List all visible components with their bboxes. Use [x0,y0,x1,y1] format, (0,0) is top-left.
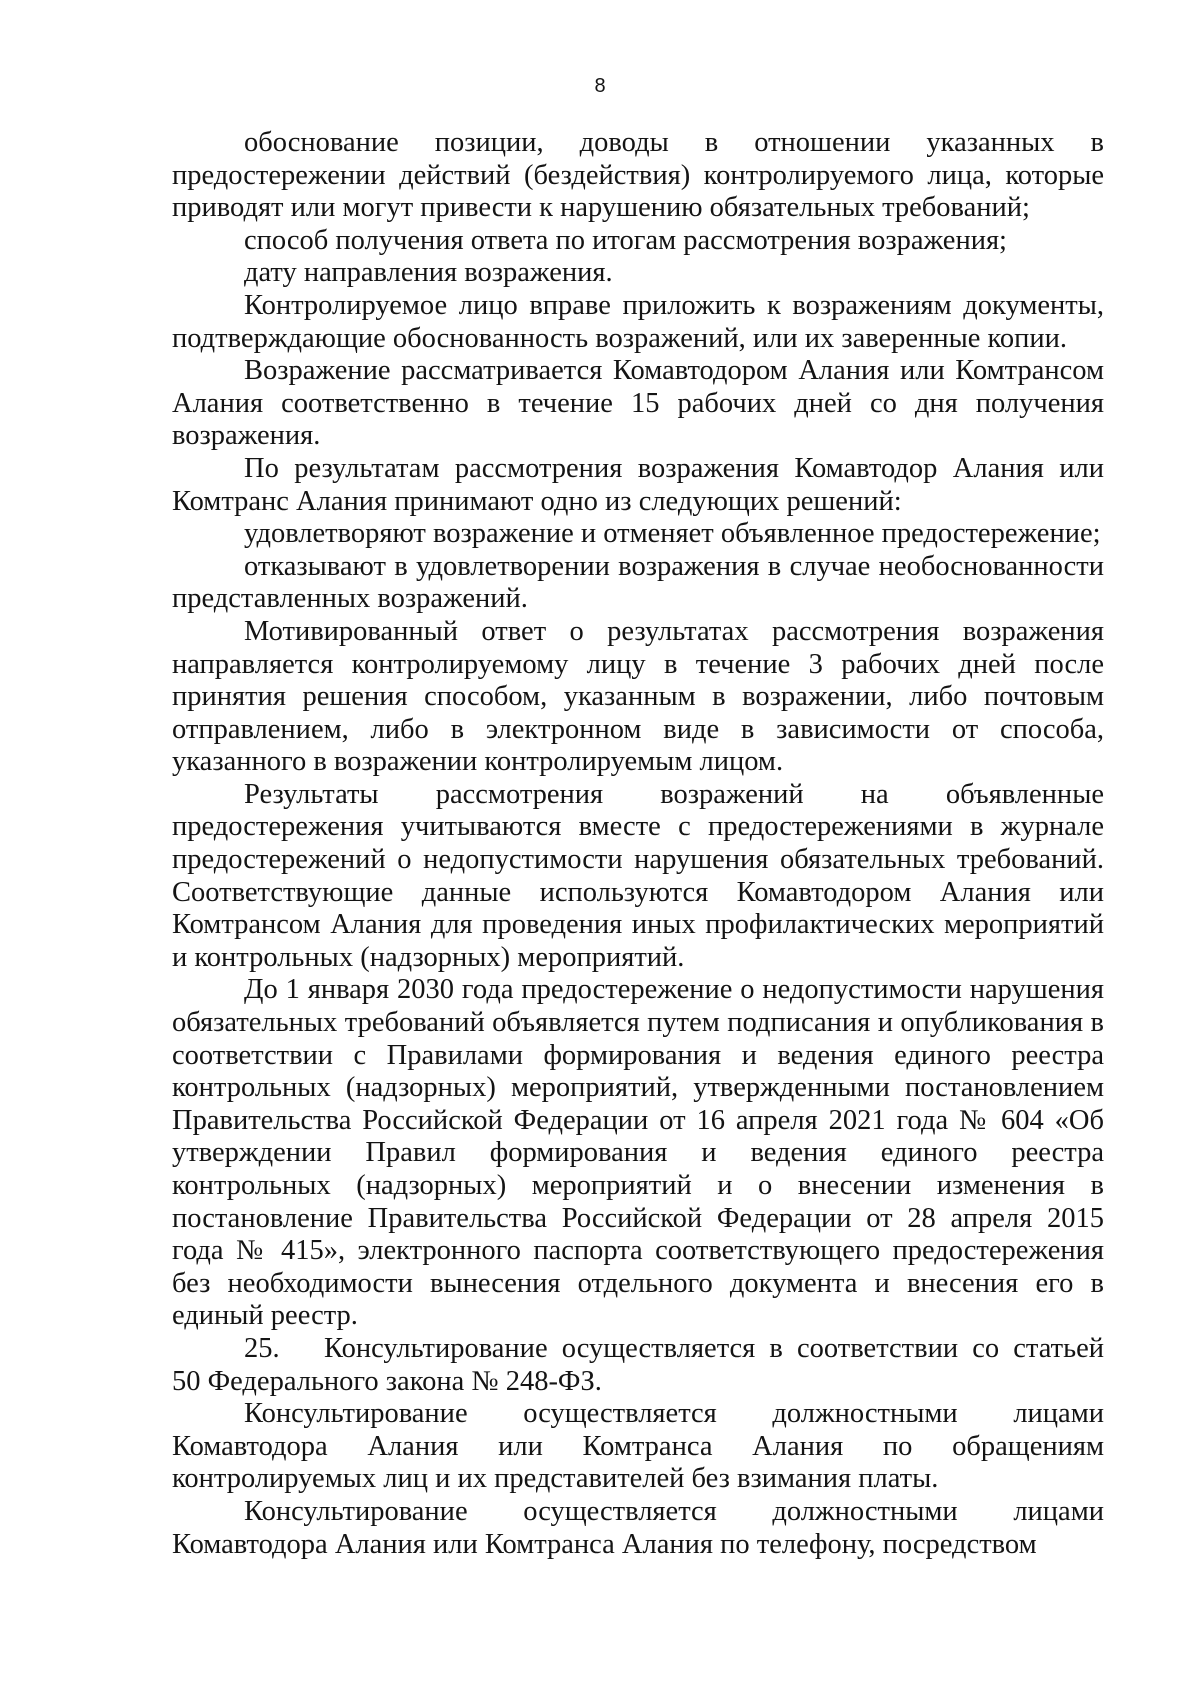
section-number: 25. [244,1332,280,1364]
paragraph-consulting-by-phone: Консультирование осуществляется должностными лицами Комавтодора Алания или Комтранса Алания по телефону, посредством [172,1495,1104,1560]
paragraph-until-2030: До 1 января 2030 года предостережение о недопустимости нарушения обязательных требований объявляется путем подписания и опубликования в соответствии с Правилами формирования и ведения единого реестра контрольных (надзорных) мероприятий, утвержденными постановлением Правительства Российской Федерации от 16 апреля 2021 года № 604 «Об утверждении Правил формирования и ведения единого реестра контрольных (надзорных) мероприятий и о внесении изменения в постановление Правительства Российской Федерации от 28 апреля 2015 года № 415», электронного паспорта соответствующего предостережения без необходимости вынесения отдельного документа и внесения его в единый реестр. [172,974,1104,1332]
paragraph-results-journal: Результаты рассмотрения возражений на объявленные предостережения учитываются вместе с предостережениями в журнале предостережений о недопустимости нарушения обязательных требований. Соответствующие данные используются Комавтодором Алания или Комтрансом Алания для проведения иных профилактических мероприятий и контрольных (надзорных) мероприятий. [172,778,1104,973]
page-number: 8 [594,75,606,97]
paragraph-review-period: Возражение рассматривается Комавтодором Алания или Комтрансом Алания соответственно в течение 15 рабочих дней со дня получения возражения. [172,355,1104,452]
paragraph-attach-documents: Контролируемое лицо вправе приложить к возражениям документы, подтверждающие обоснованность возражений, или их заверенные копии. [172,289,1104,354]
paragraph-motivated-answer: Мотивированный ответ о результатах рассмотрения возражения направляется контролируемому лицу в течение 3 рабочих дней после принятия решения способом, указанным в возражении, либо почтовым отправлением, либо в электронном виде в зависимости от способа, указанного в возражении контролируемым лицом. [172,615,1104,778]
section-25-text: Консультирование осуществляется в соответствии со статьей 50 Федерального закона № 248-ФЗ. [172,1332,1104,1397]
paragraph-objection-date: дату направления возражения. [244,257,613,289]
paragraph-section-25 [172,1333,1104,1398]
paragraph-decision-satisfy: удовлетворяют возражение и отменяет объявленное предостережение; [244,518,1101,550]
paragraph-decision-refuse: отказывают в удовлетворении возражения в случае необоснованности представленных возражений. [172,550,1104,615]
paragraph-review-decisions: По результатам рассмотрения возражения Комавтодор Алания или Комтранс Алания принимают одно из следующих решений: [172,452,1104,517]
document-body [172,127,1104,1561]
paragraph-objection-grounds: обоснование позиции, доводы в отношении указанных в предостережении действий (бездействия) контролируемого лица, которые приводят или могут привести к нарушению обязательных требований; [172,127,1104,224]
paragraph-consulting-on-requests: Консультирование осуществляется должностными лицами Комавтодора Алания или Комтранса Алания по обращениям контролируемых лиц и их представителей без взимания платы. [172,1398,1104,1495]
paragraph-response-method: способ получения ответа по итогам рассмотрения возражения; [244,224,1007,256]
